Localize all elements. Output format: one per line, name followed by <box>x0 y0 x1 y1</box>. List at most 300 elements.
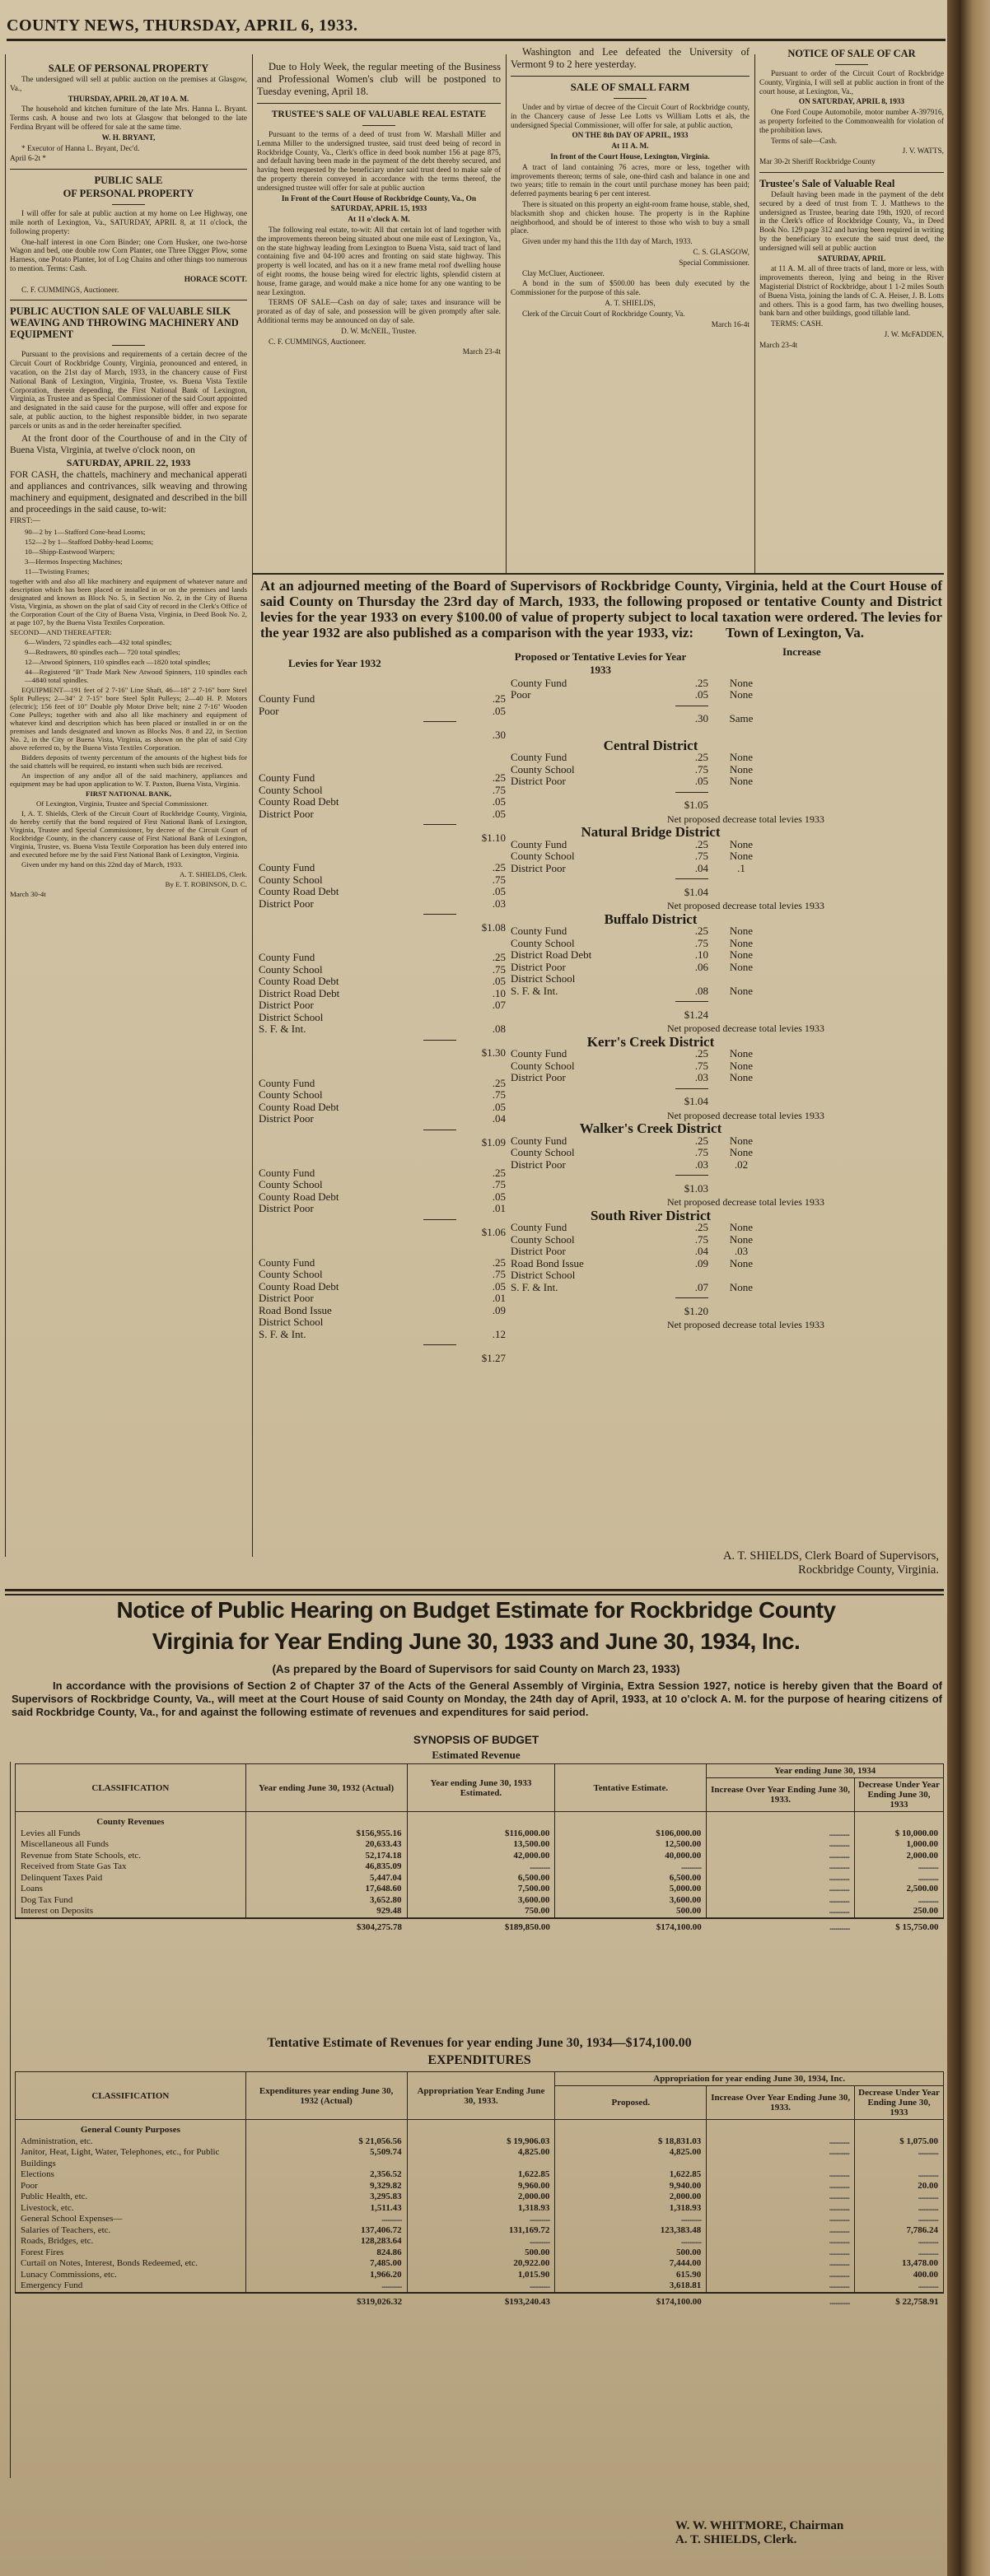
paragraph: A tract of land containing 76 acres, more or less, together with improvements thereon; terms of sale, one-third cash and balance in one and two years; title to remain in the court until purchase money has been paid; deferred payments bearing 6 per cent interest. <box>511 163 750 199</box>
row-value <box>245 2214 407 2225</box>
levy-rate: .10 <box>694 948 708 961</box>
levy-row <box>511 1159 939 1172</box>
levy-rate: .05 <box>492 1100 506 1113</box>
dotted-blank: .............. <box>829 2224 850 2235</box>
levy-increase: None <box>729 762 754 776</box>
budget-row <box>16 2214 944 2225</box>
levy-name: S. F. & Int. <box>511 984 558 997</box>
levy-name: County Fund <box>511 1047 567 1060</box>
column-rule <box>252 54 253 573</box>
levy-row <box>259 999 514 1012</box>
levy-increase: None <box>729 688 754 701</box>
levy-rate <box>659 973 708 985</box>
levy-name: District Poor <box>259 897 314 910</box>
equipment-item: 11—Twisting Frames; <box>25 566 90 575</box>
levy-name: County Fund <box>259 771 315 784</box>
levy-total-increase: Same <box>729 712 754 724</box>
levy-row <box>511 985 939 998</box>
dateline: March 23-4t <box>462 348 501 357</box>
levy-increase: None <box>729 1134 754 1147</box>
row-value: 2,000.00 <box>855 1851 944 1862</box>
paragraph: There is situated on this property an eight-room frame house, stable, shed, blacksmith shop and chicken house. The property is in the Raphine neighborhood, and should be of interest to those who wish to buy a small place. <box>511 200 750 236</box>
row-value <box>707 2280 855 2293</box>
total-value: $ 15,750.00 <box>855 1918 944 1934</box>
signature: A. T. SHIELDS, Clerk Board of Supervisors, <box>722 1549 939 1563</box>
sale-date: SATURDAY, APRIL 22, 1933 <box>66 456 191 468</box>
row-value: 42,000.00 <box>407 1851 555 1862</box>
levy-total-row <box>511 1306 939 1318</box>
levy-total-row <box>259 1227 514 1239</box>
budget-row <box>16 1839 944 1851</box>
dotted-blank: .............. <box>829 2202 850 2213</box>
levy-rate: .75 <box>492 1178 506 1190</box>
row-value <box>707 1884 855 1895</box>
levy-name: County Road Debt <box>259 1279 339 1293</box>
levy-rate: .25 <box>694 676 708 689</box>
levy-name: District School <box>511 972 576 985</box>
estimated-revenue-heading: Estimated Revenue <box>432 1749 521 1761</box>
row-value: 2,000.00 <box>555 2192 707 2203</box>
tentative-revenue-line: Tentative Estimate of Revenues for year ending June 30, 1934—$174,100.00 <box>267 2036 692 2050</box>
row-value <box>855 2169 944 2181</box>
levy-name: County School <box>259 962 323 976</box>
dotted-blank: .............. <box>829 2180 850 2191</box>
levy-rate: .25 <box>694 837 708 850</box>
levy-row <box>259 1269 514 1281</box>
levy-total-row <box>511 1183 939 1195</box>
rev-header-decrease: Decrease Under Year Ending June 30, 1933 <box>855 1778 944 1812</box>
levy-1932-block <box>259 1257 514 1365</box>
row-value <box>707 1895 855 1907</box>
budget-row <box>16 1861 944 1873</box>
levy-total: $1.04 <box>684 1095 708 1107</box>
dotted-blank: .............. <box>381 2280 402 2290</box>
total-value: $304,275.78 <box>245 1918 407 1934</box>
levy-rate: .75 <box>694 762 708 776</box>
section-label: County Revenues <box>16 1812 246 1828</box>
row-value: 3,652.80 <box>245 1895 407 1907</box>
total-rule <box>675 1297 708 1302</box>
levy-rate: .75 <box>492 1268 506 1280</box>
levy-name: County Fund <box>259 1255 315 1269</box>
levy-rate: .04 <box>694 1245 708 1257</box>
levy-1933-block <box>511 627 939 738</box>
holy-week-notice: Due to Holy Week, the regular meeting of the Business and Professional Women's club will be postponed to Tuesday evening, April 18. <box>257 61 501 97</box>
levy-increase: None <box>729 676 754 689</box>
total-value: $174,100.00 <box>555 1918 707 1934</box>
small-farm-title: SALE OF SMALL FARM <box>570 81 690 93</box>
levy-rate: .05 <box>492 807 506 820</box>
paragraph: The household and kitchen furniture of the late Mrs. Hanna L. Bryant. Terms cash. A house and two lots at Glasgow that belonged to the late Ferdina Bryant will be offered for sale at the same time. <box>10 105 247 132</box>
signature: HORACE SCOTT. <box>184 275 247 284</box>
levy-name: County Road Debt <box>259 885 339 897</box>
levy-name: County Road Debt <box>259 1190 339 1203</box>
list-heading: FIRST:— <box>10 517 40 526</box>
levy-name: District Poor <box>259 1292 314 1304</box>
levy-rate: .75 <box>492 873 506 886</box>
dotted-blank: .............. <box>918 1872 938 1883</box>
levy-1933-block <box>511 1120 939 1209</box>
equipment-item: 12—Atwood Spinners, 110 spindles each —1820 total spindles; <box>25 657 211 666</box>
row-classification: Administration, etc. <box>16 2136 246 2148</box>
rev-header-tentative: Tentative Estimate. <box>555 1764 707 1812</box>
row-value: 500.00 <box>555 1906 707 1918</box>
dotted-blank: .............. <box>829 2136 850 2146</box>
levy-row <box>511 689 939 701</box>
equipment-item: 152—2 by 1—Stafford Dobby-head Looms; <box>25 537 154 546</box>
levy-total-row <box>511 1009 939 1022</box>
row-value: 20,633.43 <box>245 1839 407 1851</box>
levy-row <box>511 1048 939 1060</box>
levy-increase: .02 <box>734 1158 749 1171</box>
paragraph: One-half interest in one Corn Binder; one Corn Husker, one two-horse Wagon and bed, one double row Corn Planter, one Three Digger Plow, some Harness, one Potato Planter, lot of Log Chains and other things too numerous to mention. Terms: Cash. <box>10 238 247 273</box>
paragraph: The following real estate, to-wit: All that certain lot of land together with the improvements thereon being situated about one mile east of Lexington, Va., on the state highway leading from Lexington to Buena Vista, said tract of land containing five and 04-100 acres and fronting on said state highway. This property is well located, and has on it a new frame metal roof dwelling house of eight rooms, the house being wired for electric lights, splendid cistern at house, frame garage, and would make a nice home for any one wanting to be near Lexington. <box>257 226 501 297</box>
row-value: 128,283.64 <box>245 2236 407 2248</box>
divider <box>257 103 501 104</box>
dateline: Mar 30-2t <box>759 158 791 167</box>
levy-name: County Road Debt <box>259 1100 339 1113</box>
row-value <box>707 2214 855 2225</box>
row-value: 3,618.81 <box>555 2280 707 2293</box>
levy-rate: .75 <box>492 962 506 976</box>
levy-row <box>259 693 514 706</box>
section-row <box>16 1812 944 1828</box>
total-value: .............. <box>707 1918 855 1934</box>
row-value <box>707 2270 855 2281</box>
levy-total: $1.27 <box>481 1351 506 1364</box>
row-value <box>707 2225 855 2237</box>
dotted-blank: .............. <box>918 2280 938 2290</box>
dotted-blank: .............. <box>829 1861 850 1871</box>
levy-rate: .12 <box>492 1327 506 1340</box>
levies-signature <box>593 1549 939 1577</box>
row-classification: General School Expenses— <box>16 2214 246 2225</box>
auctioneer: C. F. CUMMINGS, Auctioneer. <box>269 338 367 347</box>
row-value <box>707 2258 855 2270</box>
row-value: 7,500.00 <box>407 1884 555 1895</box>
row-value <box>407 1861 555 1873</box>
signature: C. S. GLASGOW, <box>693 248 750 257</box>
paragraph: One Ford Coupe Automobile, motor number A-397916, as property forfeited to the Commonwealth for violation of the prohibition laws. <box>759 109 944 135</box>
row-value: 52,174.18 <box>245 1851 407 1862</box>
section-label: General County Purposes <box>16 2120 246 2136</box>
levy-rate: .75 <box>492 783 506 796</box>
levy-total-row <box>259 1047 514 1060</box>
row-value: $116,000.00 <box>407 1828 555 1840</box>
row-classification: Livestock, etc. <box>16 2203 246 2215</box>
column-rule <box>506 54 507 573</box>
levy-row <box>259 1167 514 1180</box>
levy-total-row <box>259 1137 514 1149</box>
row-classification: Revenue from State Schools, etc. <box>16 1851 246 1862</box>
dotted-blank: .............. <box>680 2214 702 2224</box>
row-value: 615.90 <box>555 2270 707 2281</box>
levy-increase: None <box>729 936 754 949</box>
district-name: Town of Lexington, Va. <box>725 625 864 641</box>
signature: FIRST NATIONAL BANK, <box>85 789 172 798</box>
budget-row <box>16 2181 944 2192</box>
levies-increase-header: Increase <box>782 645 821 658</box>
signature: A. T. SHIELDS, Clerk. <box>179 869 247 878</box>
sale-location: In front of the Court House, Lexington, Virginia. <box>550 152 710 161</box>
levy-name: County Fund <box>511 751 567 763</box>
row-value <box>855 2192 944 2203</box>
paragraph: I will offer for sale at public auction at my home on Lee Highway, one mile north of Lexington, Va., SATURDAY, APRIL 8, at 11 o'clock, the following property: <box>10 210 247 236</box>
row-classification: Miscellaneous all Funds <box>16 1839 246 1851</box>
levy-name: County Road Debt <box>259 975 339 987</box>
sale-time: At 11 o'clock A. M. <box>348 216 410 225</box>
dotted-blank: .............. <box>918 1861 938 1871</box>
levy-rate: .05 <box>492 1190 506 1203</box>
net-decrease-note: Net proposed decrease total levies 1933 <box>667 1109 824 1121</box>
expenditures-heading: EXPENDITURES <box>427 2053 531 2067</box>
equipment-item: 90—2 by 1—Stafford Cone-head Looms; <box>25 527 146 536</box>
signature-title: Clerk of the Circuit Court of Rockbridge County, Va. <box>522 310 685 319</box>
levy-increase <box>708 1269 774 1282</box>
levy-total-row <box>511 799 939 812</box>
levy-row <box>511 1269 939 1282</box>
levy-rate: .05 <box>694 688 708 701</box>
levy-rate: .75 <box>694 1059 708 1072</box>
row-classification: Public Health, etc. <box>16 2192 246 2203</box>
levy-rate: .25 <box>492 1255 506 1269</box>
public-sale-subtitle: OF PERSONAL PROPERTY <box>63 188 194 200</box>
dotted-blank: .............. <box>680 1861 702 1871</box>
row-value: 20,922.00 <box>407 2258 555 2270</box>
levy-name: County Fund <box>259 1076 315 1089</box>
column-3 <box>511 46 750 331</box>
levy-name: County School <box>259 873 323 886</box>
dateline: March 16-4t <box>711 320 750 329</box>
net-decrease-note: Net proposed decrease total levies 1933 <box>667 1022 824 1034</box>
column-rule <box>754 54 755 573</box>
dotted-blank: .............. <box>680 2236 702 2246</box>
levy-name: District Poor <box>259 1202 314 1214</box>
levy-rate <box>456 1316 506 1329</box>
levy-increase: None <box>729 1280 754 1293</box>
dotted-blank: .............. <box>918 2192 938 2201</box>
levy-rate: .09 <box>492 1303 506 1316</box>
total-rule <box>423 1130 456 1134</box>
levy-row <box>511 973 939 985</box>
row-value: $ 1,075.00 <box>855 2136 944 2148</box>
levy-rate: .03 <box>694 1071 708 1083</box>
levy-1932-block <box>259 693 514 741</box>
levy-rate: .25 <box>492 771 506 784</box>
row-value <box>855 1895 944 1907</box>
levy-row <box>511 938 939 950</box>
levy-name: Road Bond Issue <box>259 1303 332 1316</box>
row-value <box>707 2248 855 2259</box>
divider <box>5 1589 944 1591</box>
paragraph: Given under my hand on this 22nd day of March, 1933. <box>21 859 183 869</box>
dotted-blank: .............. <box>918 2147 938 2157</box>
row-value <box>855 2280 944 2293</box>
row-value: 2,000.00 <box>407 2192 555 2203</box>
row-classification: Interest on Deposits <box>16 1906 246 1918</box>
row-value: 2,500.00 <box>855 1884 944 1895</box>
rev-header-classification: CLASSIFICATION <box>16 1764 246 1812</box>
levy-row <box>259 1191 514 1204</box>
levy-rate: .05 <box>694 775 708 787</box>
levy-increase: None <box>729 850 754 862</box>
levy-rate <box>456 1012 506 1024</box>
levy-row <box>259 785 514 797</box>
district-name: Buffalo District <box>604 911 698 927</box>
totals-row <box>16 1918 944 1934</box>
levy-row <box>259 964 514 976</box>
levy-increase <box>708 973 774 985</box>
levy-increase: .1 <box>737 861 745 874</box>
levy-row <box>259 1257 514 1269</box>
row-value: 3,295.83 <box>245 2192 407 2203</box>
levy-increase: None <box>729 1146 754 1158</box>
row-value <box>707 2147 855 2169</box>
wl-score-notice: Washington and Lee defeated the University of Vermont 9 to 2 here yesterday. <box>511 46 750 70</box>
row-classification: Forest Fires <box>16 2248 246 2259</box>
levy-increase: None <box>729 1047 754 1060</box>
levy-rate: .75 <box>694 1232 708 1246</box>
budget-title-line-1: Notice of Public Hearing on Budget Estimate for Rockbridge County <box>116 1597 836 1623</box>
levy-row <box>259 796 514 808</box>
levy-name: District Poor <box>511 960 566 973</box>
dotted-blank: .............. <box>918 2214 938 2224</box>
row-value: 1,622.85 <box>407 2169 555 2181</box>
levy-name: County School <box>259 1088 323 1101</box>
levy-row <box>511 863 939 875</box>
row-value <box>707 2181 855 2192</box>
levy-increase: None <box>729 960 754 973</box>
levy-total-row <box>511 713 939 725</box>
exp-header-1933: Appropriation Year Ending June 30, 1933. <box>407 2072 555 2120</box>
levy-row <box>511 1258 939 1270</box>
net-decrease-note: Net proposed decrease total levies 1933 <box>667 813 824 825</box>
row-value <box>407 2280 555 2293</box>
levy-name: County School <box>511 1232 575 1246</box>
row-value <box>855 2203 944 2215</box>
expenditures-table <box>15 2071 944 2308</box>
net-decrease-note: Net proposed decrease total levies 1933 <box>667 900 824 911</box>
levy-row <box>511 1135 939 1148</box>
dotted-blank: .............. <box>829 2147 850 2157</box>
signature: By E. T. ROBINSON, D. C. <box>165 879 247 888</box>
row-value <box>245 2280 407 2293</box>
levy-rate: .25 <box>492 951 506 963</box>
paragraph: Pursuant to the terms of a deed of trust from W. Marshall Miller and Lemma Miller to the undersigned trustee, said trust deed being of record in Rockbridge County, Va., Clerk's office in deed book number 156 at page 875, and default having been made in the payment of the debt thereby secured, and having been requested by the beneficiary under said trust deed to make sale of the property therein conveyed in accordance with the terms thereof, the undersigned trustee will offer for sale at public auction <box>257 131 501 193</box>
levy-total: $1.30 <box>481 1046 506 1059</box>
dateline: March 30-4t <box>10 889 46 898</box>
dotted-blank: .............. <box>529 2280 550 2290</box>
levy-row <box>511 839 939 851</box>
total-rule <box>675 792 708 797</box>
row-value: $ 21,056.56 <box>245 2136 407 2148</box>
levy-rate: .25 <box>694 925 708 937</box>
masthead: COUNTY NEWS, THURSDAY, APRIL 6, 1933. <box>7 16 946 41</box>
total-rule <box>423 824 456 829</box>
levy-name: County Fund <box>259 951 315 963</box>
row-value <box>855 2236 944 2248</box>
levy-rate: .25 <box>492 861 506 873</box>
budget-intro: In accordance with the provisions of Section 2 of Chapter 37 of the Acts of the General Assembly of Virginia, Extra Session 1927, notice is hereby given that the Board of Supervisors of Rockbridge County, Va., will meet at the Court House of said County on Monday, the 24th day of April, 1933, at 10 o'clock A. M. for the purpose of hearing citizens of said Rockbridge County, Va., for and against the following estimate of revenues and expenditures for said period. <box>12 1679 942 1718</box>
row-value: $ 10,000.00 <box>855 1828 944 1840</box>
levy-1933-block <box>511 911 939 1035</box>
equipment-item: 6—Winders, 72 spindles each—432 total spindles; <box>25 637 172 646</box>
paragraph: Under and by virtue of decree of the Circuit Court of Rockbridge county, in the Chancery cause of Jesse Lee Lotts vs William Lotts et als, the undersigned Special Commissioner, will offer for sale, at public auction, <box>511 104 750 130</box>
total-rule <box>423 1344 456 1349</box>
total-rule <box>675 706 708 710</box>
levy-rate: .05 <box>492 975 506 987</box>
levy-row <box>511 1222 939 1234</box>
levy-row <box>259 1316 514 1329</box>
divider <box>362 125 395 126</box>
exp-header-proposed: Proposed. <box>555 2086 707 2120</box>
row-classification: Roads, Bridges, etc. <box>16 2236 246 2248</box>
levy-rate: .25 <box>694 1134 708 1147</box>
row-value: 9,329.82 <box>245 2181 407 2192</box>
dotted-blank: .............. <box>918 2247 938 2257</box>
total-rule <box>675 1175 708 1180</box>
dotted-blank: .............. <box>529 2236 550 2246</box>
levy-1933-block <box>511 1033 939 1122</box>
levies-1933-column <box>511 627 939 1333</box>
levy-name: County Road Debt <box>259 795 339 808</box>
levy-name: County Fund <box>511 925 567 937</box>
auctioneer: C. F. CUMMINGS, Auctioneer. <box>21 286 119 295</box>
row-value: 7,444.00 <box>555 2258 707 2270</box>
levy-increase: .03 <box>734 1245 749 1257</box>
levy-rate: .05 <box>492 795 506 808</box>
dotted-blank: .............. <box>529 1861 550 1871</box>
levy-rate: .03 <box>492 897 506 910</box>
budget-row <box>16 1828 944 1840</box>
levies-1932-column <box>259 693 514 1382</box>
levy-name: District Road Debt <box>511 948 592 961</box>
row-value <box>707 2203 855 2215</box>
budget-title-line-2: Virginia for Year Ending June 30, 1933 and June 30, 1934, Inc. <box>152 1628 801 1654</box>
levy-name: District Road Debt <box>259 986 340 999</box>
sale-personal-title: SALE OF PERSONAL PROPERTY <box>48 63 209 74</box>
levy-rate: .75 <box>694 1146 708 1158</box>
total-value: .............. <box>707 2293 855 2308</box>
levy-rate: .01 <box>492 1202 506 1214</box>
row-value: 1,318.93 <box>407 2203 555 2215</box>
row-value: 3,600.00 <box>407 1895 555 1907</box>
levy-name: County Fund <box>511 676 567 689</box>
budget-row <box>16 2147 944 2169</box>
total-rule <box>675 1088 708 1093</box>
budget-row <box>16 2270 944 2281</box>
budget-row <box>16 2225 944 2237</box>
clerk-signature: A. T. SHIELDS, Clerk. <box>675 2533 797 2546</box>
levy-row <box>259 1102 514 1114</box>
paragraph: together with and also all like machinery and equipment of whatever nature and description which has been placed or installed in or on the premises and lands designated and known as Block No. 5, in Section No. 2, in the City of Buena Vista, Virginia, as shown on the plat of said City of record in the Clerk's Office of the Corporation Court of the City of Buena Vista, Virginia, in Deed Book No. 2, at page 107, by the Buena Vista Textiles Corporation. <box>10 576 247 627</box>
levy-1933-block <box>511 824 939 912</box>
levy-row <box>259 898 514 911</box>
silk-auction-title: PUBLIC AUCTION SALE OF VALUABLE SILK WEAVING AND THROWING MACHINERY AND EQUIPMENT <box>10 305 239 341</box>
dotted-blank: .............. <box>829 1884 850 1894</box>
equipment-item: 44—Registered "B" Trade Mark New Atwood Spinners, 110 spindles each—4840 total spindles. <box>25 667 247 684</box>
row-value: 20.00 <box>855 2181 944 2192</box>
row-value: 4,825.00 <box>407 2147 555 2169</box>
rev-header-group-1934: Year ending June 30, 1934 <box>707 1764 944 1778</box>
levy-name: County School <box>511 1146 575 1158</box>
total-rule <box>423 1219 456 1224</box>
column-rule <box>5 54 6 1557</box>
row-value: 46,835.09 <box>245 1861 407 1873</box>
row-value <box>407 2214 555 2225</box>
row-value: 13,500.00 <box>407 1839 555 1851</box>
levy-total: $1.24 <box>684 1008 708 1021</box>
